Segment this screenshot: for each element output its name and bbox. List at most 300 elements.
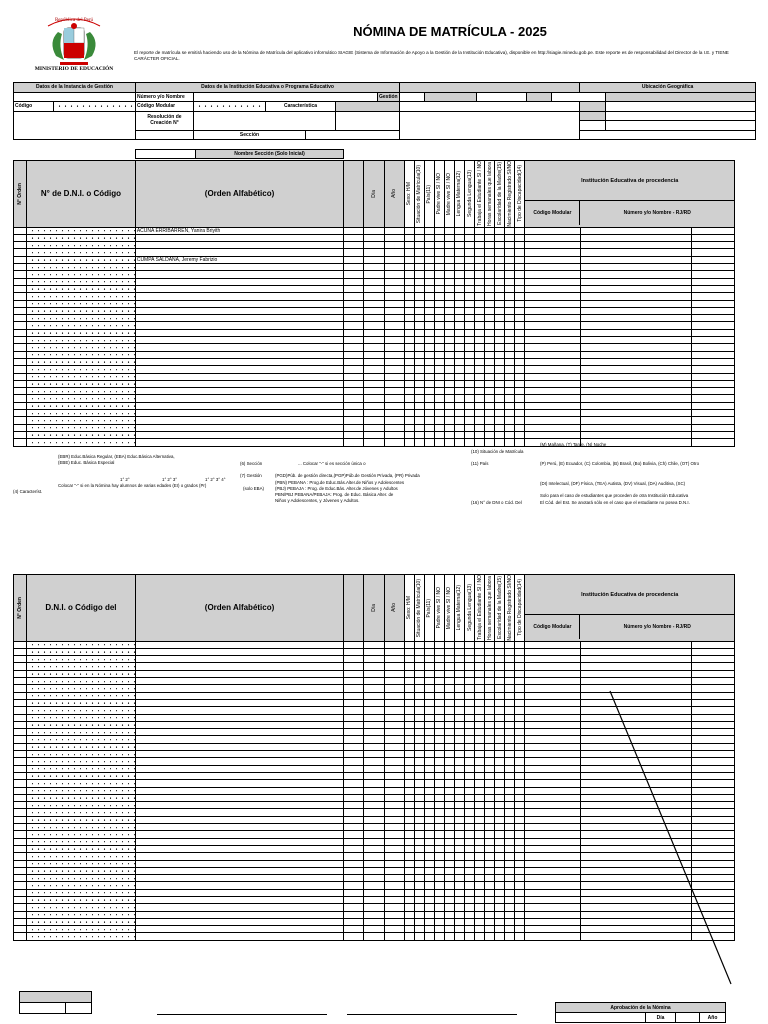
roster-cell[interactable]	[364, 926, 384, 933]
roster-cell[interactable]	[505, 780, 515, 787]
roster-cell[interactable]	[364, 816, 384, 823]
roster-cell[interactable]	[404, 911, 414, 918]
roster-cell[interactable]	[424, 853, 434, 860]
roster-cell[interactable]	[515, 678, 525, 685]
roster-cell[interactable]	[424, 373, 434, 380]
roster-cell[interactable]	[384, 685, 404, 692]
roster-cell[interactable]	[454, 307, 464, 314]
roster-cell[interactable]	[475, 678, 485, 685]
roster-cell[interactable]	[475, 824, 485, 831]
student-name-cell[interactable]	[135, 670, 343, 677]
roster-cell[interactable]	[515, 875, 525, 882]
roster-cell[interactable]	[404, 692, 414, 699]
roster-cell[interactable]	[434, 853, 444, 860]
student-name-cell[interactable]	[135, 264, 343, 271]
roster-cell[interactable]	[344, 431, 364, 438]
roster-cell[interactable]	[465, 678, 475, 685]
roster-cell[interactable]	[485, 736, 495, 743]
roster-cell[interactable]	[691, 896, 734, 903]
student-name-cell[interactable]	[135, 337, 343, 344]
roster-cell[interactable]	[424, 293, 434, 300]
roster-cell[interactable]	[364, 439, 384, 446]
roster-cell[interactable]	[444, 402, 454, 409]
roster-cell[interactable]	[475, 439, 485, 446]
resolucion-field[interactable]	[194, 111, 336, 130]
dni-cell[interactable]	[27, 758, 136, 765]
roster-cell[interactable]	[384, 242, 404, 249]
roster-cell[interactable]	[434, 300, 444, 307]
roster-cell[interactable]	[424, 875, 434, 882]
roster-cell[interactable]	[465, 439, 475, 446]
roster-cell[interactable]	[465, 751, 475, 758]
roster-cell[interactable]	[580, 256, 691, 263]
roster-cell[interactable]	[691, 685, 734, 692]
roster-cell[interactable]	[344, 264, 364, 271]
roster-cell[interactable]	[465, 234, 475, 241]
roster-cell[interactable]	[515, 824, 525, 831]
student-name-cell[interactable]	[135, 678, 343, 685]
roster-cell[interactable]	[344, 896, 364, 903]
roster-cell[interactable]	[465, 424, 475, 431]
roster-cell[interactable]	[505, 663, 515, 670]
roster-cell[interactable]	[384, 358, 404, 365]
roster-cell[interactable]	[515, 692, 525, 699]
roster-cell[interactable]	[384, 860, 404, 867]
roster-cell[interactable]	[414, 824, 424, 831]
roster-cell[interactable]	[384, 424, 404, 431]
roster-cell[interactable]	[364, 831, 384, 838]
roster-cell[interactable]	[495, 234, 505, 241]
roster-cell[interactable]	[580, 410, 691, 417]
student-name-cell[interactable]	[135, 315, 343, 322]
roster-cell[interactable]	[505, 264, 515, 271]
roster-cell[interactable]	[505, 344, 515, 351]
roster-cell[interactable]	[344, 285, 364, 292]
roster-cell[interactable]	[691, 809, 734, 816]
dni-cell[interactable]	[27, 824, 136, 831]
roster-cell[interactable]	[454, 911, 464, 918]
roster-cell[interactable]	[404, 402, 414, 409]
roster-cell[interactable]	[384, 853, 404, 860]
roster-cell[interactable]	[434, 889, 444, 896]
dni-cell[interactable]	[27, 256, 136, 263]
roster-cell[interactable]	[384, 765, 404, 772]
roster-cell[interactable]	[364, 838, 384, 845]
roster-cell[interactable]	[475, 249, 485, 256]
roster-cell[interactable]	[434, 293, 444, 300]
roster-cell[interactable]	[465, 889, 475, 896]
roster-cell[interactable]	[485, 424, 495, 431]
roster-cell[interactable]	[424, 860, 434, 867]
roster-cell[interactable]	[344, 663, 364, 670]
roster-cell[interactable]	[691, 242, 734, 249]
roster-cell[interactable]	[414, 351, 424, 358]
roster-cell[interactable]	[465, 293, 475, 300]
roster-cell[interactable]	[515, 904, 525, 911]
roster-cell[interactable]	[465, 787, 475, 794]
student-name-cell[interactable]	[135, 358, 343, 365]
roster-cell[interactable]	[485, 315, 495, 322]
roster-cell[interactable]	[495, 911, 505, 918]
roster-cell[interactable]	[364, 685, 384, 692]
roster-cell[interactable]	[495, 882, 505, 889]
roster-cell[interactable]	[344, 322, 364, 329]
roster-cell[interactable]	[364, 417, 384, 424]
roster-cell[interactable]	[691, 721, 734, 728]
roster-cell[interactable]	[495, 641, 505, 648]
roster-cell[interactable]	[14, 802, 27, 809]
roster-cell[interactable]	[515, 300, 525, 307]
roster-cell[interactable]	[344, 648, 364, 655]
roster-cell[interactable]	[495, 249, 505, 256]
roster-cell[interactable]	[14, 329, 27, 336]
roster-cell[interactable]	[434, 685, 444, 692]
roster-cell[interactable]	[515, 285, 525, 292]
roster-cell[interactable]	[434, 351, 444, 358]
roster-cell[interactable]	[344, 816, 364, 823]
roster-cell[interactable]	[384, 285, 404, 292]
roster-cell[interactable]	[424, 402, 434, 409]
roster-cell[interactable]	[580, 431, 691, 438]
roster-cell[interactable]	[475, 853, 485, 860]
student-name-cell[interactable]	[135, 351, 343, 358]
student-name-cell[interactable]	[135, 278, 343, 285]
roster-cell[interactable]	[14, 845, 27, 852]
student-name-cell[interactable]	[135, 845, 343, 852]
student-name-cell[interactable]	[135, 794, 343, 801]
roster-cell[interactable]	[465, 831, 475, 838]
roster-cell[interactable]	[515, 882, 525, 889]
roster-cell[interactable]	[485, 271, 495, 278]
roster-cell[interactable]	[505, 896, 515, 903]
roster-cell[interactable]	[525, 685, 580, 692]
roster-cell[interactable]	[495, 315, 505, 322]
roster-cell[interactable]	[414, 656, 424, 663]
roster-cell[interactable]	[495, 663, 505, 670]
dni-cell[interactable]	[27, 307, 136, 314]
roster-cell[interactable]	[434, 751, 444, 758]
roster-cell[interactable]	[505, 809, 515, 816]
roster-cell[interactable]	[525, 751, 580, 758]
roster-cell[interactable]	[424, 918, 434, 925]
roster-cell[interactable]	[424, 641, 434, 648]
roster-cell[interactable]	[454, 816, 464, 823]
roster-cell[interactable]	[505, 911, 515, 918]
roster-cell[interactable]	[344, 787, 364, 794]
roster-cell[interactable]	[444, 933, 454, 940]
roster-cell[interactable]	[404, 802, 414, 809]
roster-cell[interactable]	[384, 926, 404, 933]
roster-cell[interactable]	[424, 933, 434, 940]
student-name-cell[interactable]	[135, 926, 343, 933]
roster-cell[interactable]	[580, 882, 691, 889]
roster-cell[interactable]	[344, 656, 364, 663]
roster-cell[interactable]	[580, 809, 691, 816]
roster-cell[interactable]	[444, 663, 454, 670]
roster-cell[interactable]	[454, 765, 464, 772]
roster-cell[interactable]	[525, 867, 580, 874]
roster-cell[interactable]	[414, 242, 424, 249]
roster-cell[interactable]	[454, 431, 464, 438]
roster-cell[interactable]	[495, 824, 505, 831]
roster-cell[interactable]	[475, 918, 485, 925]
roster-cell[interactable]	[505, 772, 515, 779]
dni-cell[interactable]	[27, 315, 136, 322]
roster-cell[interactable]	[485, 780, 495, 787]
roster-cell[interactable]	[525, 721, 580, 728]
roster-cell[interactable]	[404, 234, 414, 241]
roster-cell[interactable]	[525, 911, 580, 918]
roster-cell[interactable]	[691, 729, 734, 736]
student-name-cell[interactable]	[135, 882, 343, 889]
roster-cell[interactable]	[344, 875, 364, 882]
dni-cell[interactable]	[27, 787, 136, 794]
roster-cell[interactable]	[495, 714, 505, 721]
roster-cell[interactable]	[691, 380, 734, 387]
roster-cell[interactable]	[434, 285, 444, 292]
roster-cell[interactable]	[505, 656, 515, 663]
roster-cell[interactable]	[454, 424, 464, 431]
roster-cell[interactable]	[384, 678, 404, 685]
roster-cell[interactable]	[475, 867, 485, 874]
roster-cell[interactable]	[414, 285, 424, 292]
dni-cell[interactable]	[27, 743, 136, 750]
roster-cell[interactable]	[14, 853, 27, 860]
roster-cell[interactable]	[364, 234, 384, 241]
roster-cell[interactable]	[691, 816, 734, 823]
roster-cell[interactable]	[515, 402, 525, 409]
roster-cell[interactable]	[485, 802, 495, 809]
roster-cell[interactable]	[14, 648, 27, 655]
roster-cell[interactable]	[505, 787, 515, 794]
roster-cell[interactable]	[505, 380, 515, 387]
roster-cell[interactable]	[691, 417, 734, 424]
roster-cell[interactable]	[454, 256, 464, 263]
roster-cell[interactable]	[414, 322, 424, 329]
roster-cell[interactable]	[384, 641, 404, 648]
student-name-cell[interactable]	[135, 809, 343, 816]
roster-cell[interactable]	[525, 293, 580, 300]
roster-cell[interactable]	[434, 402, 444, 409]
roster-cell[interactable]	[495, 322, 505, 329]
roster-cell[interactable]	[414, 765, 424, 772]
roster-cell[interactable]	[485, 380, 495, 387]
roster-cell[interactable]	[505, 758, 515, 765]
roster-cell[interactable]	[691, 780, 734, 787]
roster-cell[interactable]	[515, 663, 525, 670]
roster-cell[interactable]	[344, 337, 364, 344]
roster-cell[interactable]	[364, 388, 384, 395]
roster-cell[interactable]	[691, 337, 734, 344]
roster-cell[interactable]	[384, 293, 404, 300]
student-name-cell[interactable]	[135, 410, 343, 417]
roster-cell[interactable]	[364, 300, 384, 307]
roster-cell[interactable]	[344, 831, 364, 838]
student-name-cell[interactable]	[135, 271, 343, 278]
roster-cell[interactable]	[485, 344, 495, 351]
roster-cell[interactable]	[414, 809, 424, 816]
roster-cell[interactable]	[525, 699, 580, 706]
roster-cell[interactable]	[14, 358, 27, 365]
roster-cell[interactable]	[344, 758, 364, 765]
roster-cell[interactable]	[444, 787, 454, 794]
roster-cell[interactable]	[414, 388, 424, 395]
roster-cell[interactable]	[14, 838, 27, 845]
roster-cell[interactable]	[485, 417, 495, 424]
student-name-cell[interactable]	[135, 663, 343, 670]
roster-cell[interactable]	[465, 918, 475, 925]
roster-cell[interactable]	[344, 751, 364, 758]
student-name-cell[interactable]	[135, 417, 343, 424]
roster-cell[interactable]	[495, 838, 505, 845]
roster-cell[interactable]	[495, 904, 505, 911]
roster-cell[interactable]	[424, 758, 434, 765]
roster-cell[interactable]	[14, 380, 27, 387]
roster-cell[interactable]	[364, 678, 384, 685]
roster-cell[interactable]	[485, 845, 495, 852]
roster-cell[interactable]	[495, 278, 505, 285]
roster-cell[interactable]	[475, 802, 485, 809]
roster-cell[interactable]	[465, 641, 475, 648]
roster-cell[interactable]	[404, 373, 414, 380]
roster-cell[interactable]	[515, 853, 525, 860]
roster-cell[interactable]	[525, 410, 580, 417]
roster-cell[interactable]	[384, 714, 404, 721]
roster-cell[interactable]	[475, 765, 485, 772]
roster-cell[interactable]	[364, 918, 384, 925]
roster-cell[interactable]	[444, 300, 454, 307]
roster-cell[interactable]	[424, 845, 434, 852]
roster-cell[interactable]	[485, 918, 495, 925]
roster-cell[interactable]	[454, 896, 464, 903]
roster-cell[interactable]	[475, 256, 485, 263]
roster-cell[interactable]	[454, 417, 464, 424]
roster-cell[interactable]	[414, 896, 424, 903]
roster-cell[interactable]	[344, 714, 364, 721]
roster-cell[interactable]	[344, 670, 364, 677]
footer-box-cell[interactable]	[20, 1003, 66, 1014]
roster-cell[interactable]	[414, 380, 424, 387]
roster-cell[interactable]	[485, 373, 495, 380]
roster-cell[interactable]	[444, 388, 454, 395]
roster-cell[interactable]	[14, 417, 27, 424]
roster-cell[interactable]	[404, 853, 414, 860]
roster-cell[interactable]	[495, 809, 505, 816]
roster-cell[interactable]	[465, 860, 475, 867]
roster-cell[interactable]	[580, 285, 691, 292]
roster-cell[interactable]	[475, 242, 485, 249]
roster-cell[interactable]	[14, 867, 27, 874]
student-name-cell[interactable]	[135, 707, 343, 714]
dni-cell[interactable]	[27, 853, 136, 860]
roster-cell[interactable]	[414, 875, 424, 882]
roster-cell[interactable]	[444, 824, 454, 831]
roster-cell[interactable]	[505, 410, 515, 417]
roster-cell[interactable]	[691, 692, 734, 699]
roster-cell[interactable]	[364, 911, 384, 918]
roster-cell[interactable]	[404, 249, 414, 256]
student-name-cell[interactable]	[135, 380, 343, 387]
roster-cell[interactable]	[454, 860, 464, 867]
roster-cell[interactable]	[525, 424, 580, 431]
student-name-cell[interactable]	[135, 736, 343, 743]
dni-cell[interactable]	[27, 358, 136, 365]
roster-cell[interactable]	[404, 439, 414, 446]
roster-cell[interactable]	[465, 699, 475, 706]
roster-cell[interactable]	[475, 896, 485, 903]
roster-cell[interactable]	[424, 926, 434, 933]
roster-cell[interactable]	[580, 271, 691, 278]
roster-cell[interactable]	[495, 388, 505, 395]
roster-cell[interactable]	[14, 772, 27, 779]
roster-cell[interactable]	[14, 896, 27, 903]
roster-cell[interactable]	[384, 882, 404, 889]
roster-cell[interactable]	[505, 641, 515, 648]
roster-cell[interactable]	[434, 875, 444, 882]
roster-cell[interactable]	[434, 918, 444, 925]
roster-cell[interactable]	[434, 271, 444, 278]
roster-cell[interactable]	[515, 896, 525, 903]
roster-cell[interactable]	[691, 736, 734, 743]
roster-cell[interactable]	[364, 882, 384, 889]
dni-cell[interactable]	[27, 648, 136, 655]
student-name-cell[interactable]	[135, 860, 343, 867]
roster-cell[interactable]	[465, 395, 475, 402]
roster-cell[interactable]	[14, 388, 27, 395]
roster-cell[interactable]	[364, 729, 384, 736]
roster-cell[interactable]	[485, 904, 495, 911]
roster-cell[interactable]	[495, 707, 505, 714]
roster-cell[interactable]	[424, 249, 434, 256]
student-name-cell[interactable]	[135, 439, 343, 446]
roster-cell[interactable]	[691, 904, 734, 911]
roster-cell[interactable]	[404, 648, 414, 655]
roster-cell[interactable]	[505, 802, 515, 809]
roster-cell[interactable]	[525, 278, 580, 285]
roster-cell[interactable]	[495, 300, 505, 307]
roster-cell[interactable]	[414, 417, 424, 424]
roster-cell[interactable]	[424, 721, 434, 728]
roster-cell[interactable]	[505, 685, 515, 692]
roster-cell[interactable]	[344, 911, 364, 918]
dni-cell[interactable]	[27, 322, 136, 329]
roster-cell[interactable]	[384, 772, 404, 779]
roster-cell[interactable]	[691, 344, 734, 351]
roster-cell[interactable]	[691, 824, 734, 831]
roster-cell[interactable]	[424, 838, 434, 845]
roster-cell[interactable]	[475, 809, 485, 816]
student-name-cell[interactable]: ACUÑA ERRIBARREN, Yanira Briyith	[135, 227, 343, 234]
roster-cell[interactable]	[424, 678, 434, 685]
roster-cell[interactable]	[434, 692, 444, 699]
roster-cell[interactable]	[691, 853, 734, 860]
student-name-cell[interactable]	[135, 911, 343, 918]
dni-cell[interactable]	[27, 234, 136, 241]
student-name-cell[interactable]	[135, 787, 343, 794]
roster-cell[interactable]	[344, 307, 364, 314]
roster-cell[interactable]	[424, 729, 434, 736]
roster-cell[interactable]	[414, 780, 424, 787]
roster-cell[interactable]	[485, 431, 495, 438]
roster-cell[interactable]	[404, 860, 414, 867]
roster-cell[interactable]	[475, 278, 485, 285]
roster-cell[interactable]	[475, 656, 485, 663]
roster-cell[interactable]	[475, 395, 485, 402]
roster-cell[interactable]	[454, 293, 464, 300]
roster-cell[interactable]	[465, 896, 475, 903]
roster-cell[interactable]	[344, 845, 364, 852]
roster-cell[interactable]	[515, 344, 525, 351]
